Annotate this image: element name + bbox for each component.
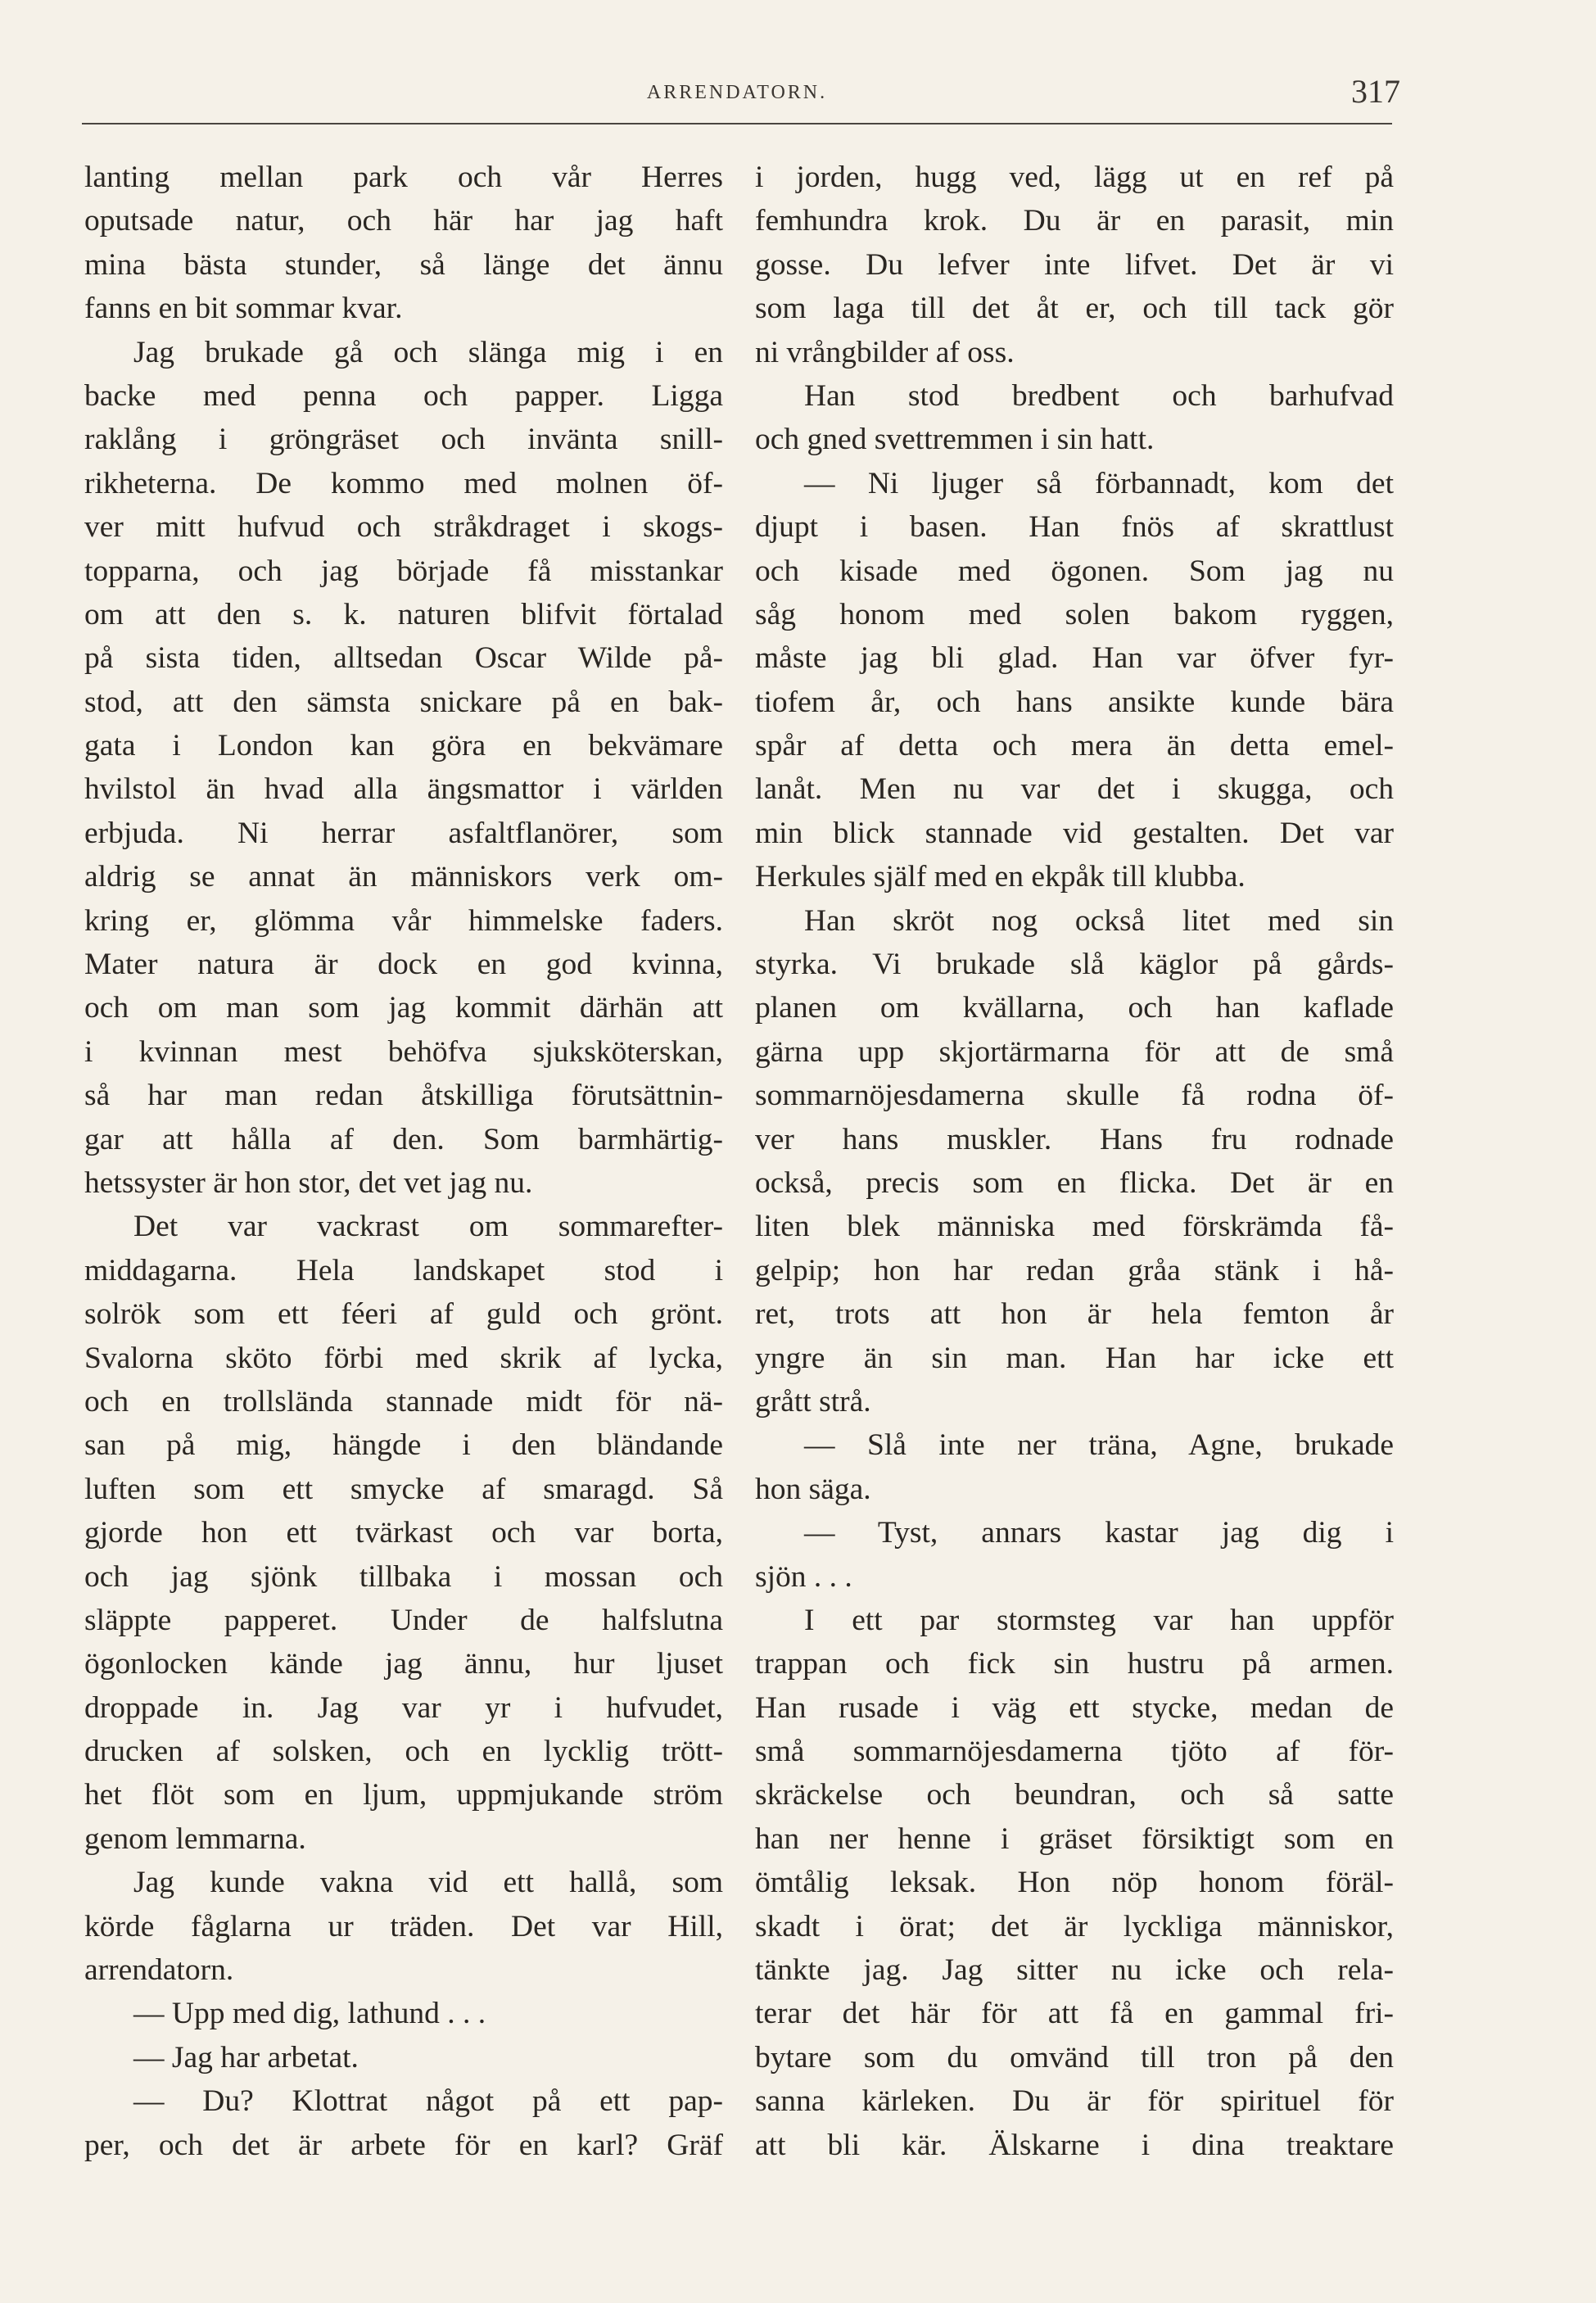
page-number: 317: [1351, 73, 1400, 110]
text-line: ögonlocken kände jag ännu, hur ljuset: [84, 1647, 723, 1681]
text-line: måste jag bli glad. Han var öfver fyr-: [755, 641, 1394, 676]
text-line: gärna upp skjortärmarna för att de små: [755, 1034, 1394, 1069]
text-line: bytare som du omvänd till tron på den: [755, 2040, 1394, 2075]
text-line: i kvinnan mest behöfva sjuksköterskan,: [84, 1034, 723, 1069]
text-line: I ett par stormsteg var han uppför: [804, 1603, 1394, 1637]
text-line: gosse. Du lefver inte lifvet. Det är vi: [755, 247, 1394, 282]
text-line: Han skröt nog också litet med sin: [804, 903, 1394, 938]
text-line: sanna kärleken. Du är för spirituel för: [755, 2084, 1394, 2119]
text-line: gata i London kan göra en bekvämare: [84, 729, 723, 763]
text-line: femhundra krok. Du är en parasit, min: [755, 204, 1394, 238]
text-line: arrendatorn.: [84, 1953, 234, 1988]
text-line: ret, trots att hon är hela femton år: [755, 1297, 1394, 1332]
text-line: i jorden, hugg ved, lägg ut en ref på: [755, 161, 1394, 194]
text-line: solrök som ett féeri af guld och grönt.: [84, 1297, 723, 1332]
text-line: Det var vackrast om sommarefter-: [133, 1210, 723, 1244]
text-line: stod, att den sämsta snickare på en bak-: [84, 685, 723, 719]
text-line: middagarna. Hela landskapet stod i: [84, 1253, 723, 1287]
text-line: lanting mellan park och vår Herres: [84, 161, 723, 194]
text-line: grått strå.: [755, 1384, 871, 1418]
text-line: och om man som jag kommit därhän att: [84, 991, 723, 1025]
text-line: raklång i gröngräset och invänta snill-: [84, 423, 723, 457]
text-line: planen om kvällarna, och han kaflade: [755, 991, 1394, 1025]
text-line: om att den s. k. naturen blifvit förtalad: [84, 597, 723, 631]
text-line: drucken af solsken, och en lycklig trött-: [84, 1735, 723, 1769]
text-line: ni vrångbilder af oss.: [755, 335, 1015, 369]
text-line: också, precis som en flicka. Det är en: [755, 1165, 1394, 1200]
text-line: kring er, glömma vår himmelske faders.: [84, 903, 723, 938]
text-line: skräckelse och beundran, och så satte: [755, 1778, 1394, 1812]
text-line: — Upp med dig, lathund . . .: [133, 1997, 486, 2031]
text-line: liten blek människa med förskrämda få-: [755, 1210, 1394, 1244]
text-line: tänkte jag. Jag sitter nu icke och rela-: [755, 1953, 1394, 1988]
text-line: Jag kunde vakna vid ett hallå, som: [133, 1866, 723, 1900]
text-line: tiofem år, och hans ansikte kunde bära: [755, 685, 1394, 719]
text-line: yngre än sin man. Han har icke ett: [755, 1341, 1394, 1375]
text-line: så har man redan åtskilliga förutsättnin-: [84, 1079, 723, 1113]
running-title: ARRENDATORN.: [646, 82, 828, 103]
right-column: [755, 156, 1394, 2167]
text-line: rikheterna. De kommo med molnen öf-: [84, 466, 723, 500]
text-line: — Du? Klottrat något på ett pap-: [133, 2084, 723, 2119]
text-line: sommarnöjesdamerna skulle få rodna öf-: [755, 1079, 1394, 1113]
text-line: luften som ett smycke af smaragd. Så: [84, 1472, 723, 1506]
text-line: Herkules själf med en ekpåk till klubba.: [755, 860, 1246, 894]
text-line: Han rusade i väg ett stycke, medan de: [755, 1690, 1394, 1725]
text-line: min blick stannade vid gestalten. Det var: [755, 816, 1394, 850]
text-line: aldrig se annat än människors verk om-: [84, 860, 723, 894]
text-line: — Slå inte ner träna, Agne, brukade: [804, 1428, 1394, 1463]
text-line: mina bästa stunder, så länge det ännu: [84, 247, 723, 282]
text-line: små sommarnöjesdamerna tjöto af för-: [755, 1735, 1394, 1769]
left-column: [84, 156, 723, 2167]
text-line: och kisade med ögonen. Som jag nu: [755, 554, 1394, 588]
header-rule: [82, 123, 1392, 124]
text-line: hvilstol än hvad alla ängsmattor i världen: [84, 772, 723, 807]
text-line: att bli kär. Älskarne i dina treaktare: [755, 2128, 1394, 2162]
text-line: fanns en bit sommar kvar.: [84, 292, 403, 326]
text-line: Jag brukade gå och slänga mig i en: [133, 335, 723, 369]
text-line: gelpip; hon har redan gråa stänk i hå-: [755, 1253, 1394, 1287]
text-line: erbjuda. Ni herrar asfaltflanörer, som: [84, 816, 723, 850]
text-line: gjorde hon ett tvärkast och var borta,: [84, 1516, 723, 1550]
text-line: och gned svettremmen i sin hatt.: [755, 423, 1155, 457]
text-line: gar att hålla af den. Som barmhärtig-: [84, 1122, 723, 1156]
text-line: körde fåglarna ur träden. Det var Hill,: [84, 1909, 723, 1943]
text-line: — Jag har arbetat.: [133, 2040, 359, 2075]
text-line: hetssyster är hon stor, det vet jag nu.: [84, 1165, 533, 1200]
text-line: san på mig, hängde i den bländande: [84, 1428, 723, 1463]
text-line: släppte papperet. Under de halfslutna: [84, 1603, 723, 1637]
text-line: och en trollslända stannade midt för nä-: [84, 1384, 723, 1418]
text-line: terar det här för att få en gammal fri-: [755, 1997, 1394, 2031]
text-line: backe med penna och papper. Ligga: [84, 378, 723, 413]
page-header: [82, 66, 1400, 123]
text-line: som laga till det åt er, och till tack gör: [755, 292, 1394, 326]
text-line: skadt i örat; det är lyckliga människor,: [755, 1909, 1394, 1943]
text-line: på sista tiden, alltsedan Oscar Wilde på-: [84, 641, 723, 676]
text-line: ver mitt hufvud och stråkdraget i skogs-: [84, 510, 723, 545]
text-line: per, och det är arbete för en karl? Gräf: [84, 2128, 723, 2162]
text-line: han ner henne i gräset försiktigt som en: [755, 1821, 1394, 1856]
text-line: styrka. Vi brukade slå käglor på gårds-: [755, 948, 1394, 982]
text-line: het flöt som en ljum, uppmjukande ström: [84, 1778, 723, 1812]
text-line: topparna, och jag började få misstankar: [84, 554, 723, 588]
text-line: droppade in. Jag var yr i hufvudet,: [84, 1690, 723, 1725]
text-line: trappan och fick sin hustru på armen.: [755, 1647, 1394, 1681]
text-line: sjön . . .: [755, 1559, 852, 1594]
text-line: och jag sjönk tillbaka i mossan och: [84, 1559, 723, 1594]
text-line: hon säga.: [755, 1472, 871, 1506]
text-line: lanåt. Men nu var det i skugga, och: [755, 772, 1394, 807]
text-line: Svalorna sköto förbi med skrik af lycka,: [84, 1341, 723, 1375]
text-line: ömtålig leksak. Hon nöp honom föräl-: [755, 1866, 1394, 1900]
text-line: — Tyst, annars kastar jag dig i: [804, 1516, 1394, 1550]
text-line: djupt i basen. Han fnös af skrattlust: [755, 510, 1394, 545]
text-line: ver hans muskler. Hans fru rodnade: [755, 1122, 1394, 1156]
text-line: såg honom med solen bakom ryggen,: [755, 597, 1394, 631]
text-line: oputsade natur, och här har jag haft: [84, 204, 723, 238]
text-line: Mater natura är dock en god kvinna,: [84, 948, 723, 982]
text-line: genom lemmarna.: [84, 1821, 306, 1856]
text-line: — Ni ljuger så förbannadt, kom det: [804, 466, 1394, 500]
text-line: spår af detta och mera än detta emel-: [755, 729, 1394, 763]
text-line: Han stod bredbent och barhufvad: [804, 378, 1394, 413]
